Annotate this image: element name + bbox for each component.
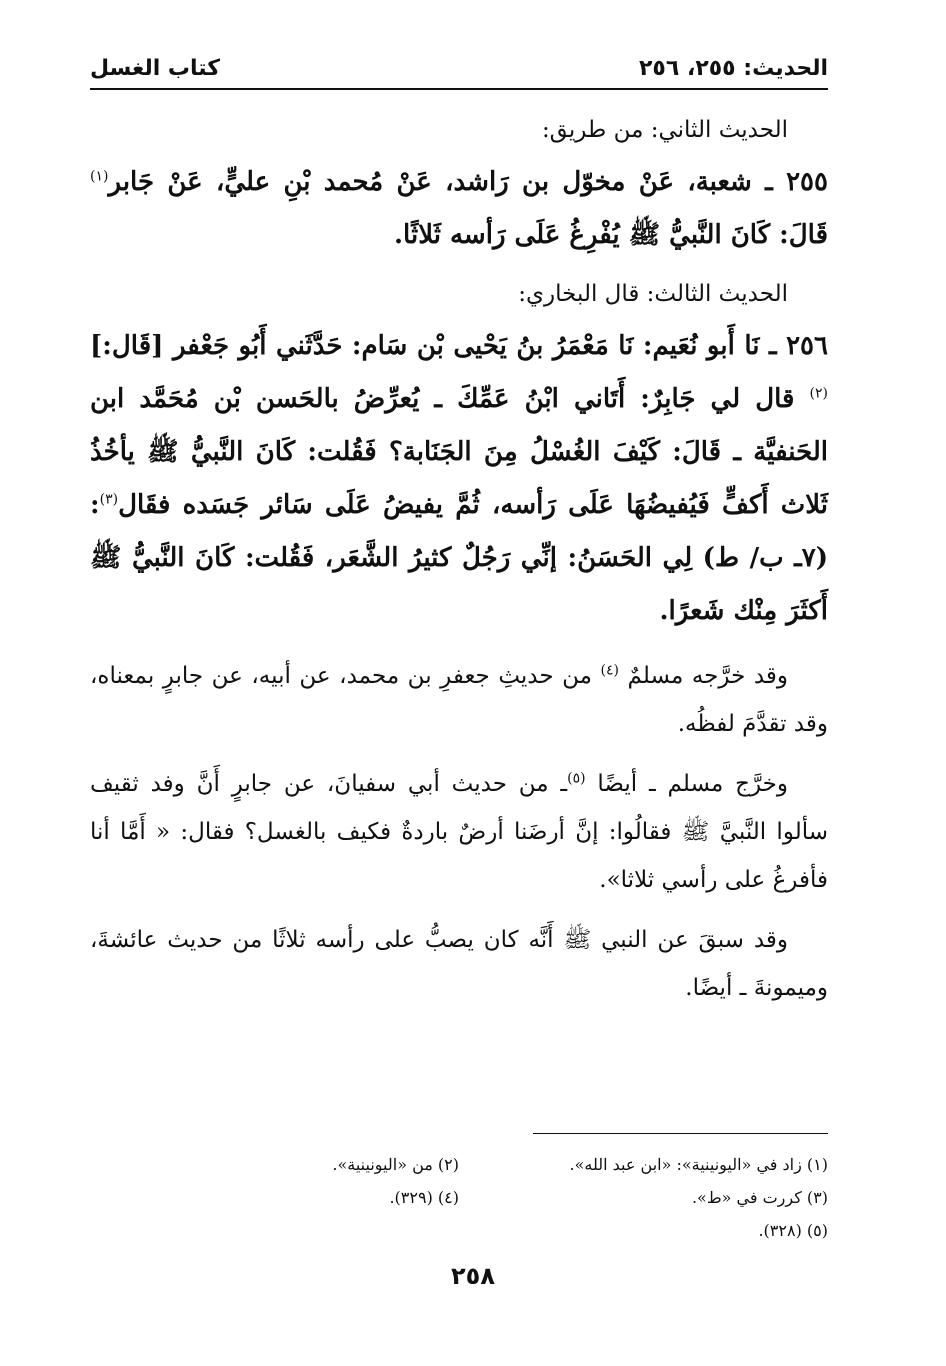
hadith-255 <box>90 156 828 262</box>
footnotes <box>90 1148 828 1247</box>
hadith-256-text-a: ٢٥٦ ـ نَا أَبو نُعَيم: نَا مَعْمَرُ بنُ يَحْيى بْن سَام: حَدَّثَني أَبُو جَعْفر [قَال:] <box>90 331 828 361</box>
header-divider <box>90 88 828 90</box>
header-hadith-numbers: الحديث: ٢٥٥، ٢٥٦ <box>639 56 828 81</box>
paragraph-muslim-1-text-b: من حديثِ جعفرِ بن محمد، عن أبيه، عن جابرٍ بمعناه، وقد تقدَّمَ لفظُه. <box>90 663 828 737</box>
paragraph-previous-mention: وقد سبقَ عن النبي ﷺ أَنَّه كان يصبُّ على رأسه ثلاثًا من حديث عائشةَ، وميمونةَ ـ أيضًا. <box>90 927 828 1001</box>
hadith-256 <box>90 320 828 638</box>
intro-second-hadith: الحديث الثاني: من طريق: <box>541 117 788 143</box>
footnote-marker-3: (٣) <box>99 491 119 508</box>
footnote-marker-2: (٢) <box>809 385 828 402</box>
header-book-title: كتاب الغسل <box>90 56 221 81</box>
hadith-255-text-b: قَالَ: كَانَ النَّبيُّ ﷺ يُفْرِغُ عَلَى رَأسه ثَلاثًا. <box>393 220 828 250</box>
paragraph-muslim-2-text-b: ـ من حديث أبي سفيانَ، عن جابرٍ أَنَّ وفد ثقيف سألوا النَّبيَّ ﷺ فقالُوا: إنَّ أرضَنا أرضٌ باردةٌ فكيف بالغسل؟ فقال: « أَمَّا أنا فأفرغُ على رأسي ثلاثا». <box>90 771 828 893</box>
paragraph-muslim-2-text-a: وخرَّج مسلم ـ أيضًا <box>585 771 788 797</box>
hadith-256-text-c: :(٧ـ ب/ ط) لِي الحَسَنُ: إنِّي رَجُلٌ كثيرُ الشَّعَر، فَقُلت: كَانَ النَّبيُّ ﷺ أَكثَرَ مِنْك شَعرًا. <box>90 490 828 626</box>
page-number: ٢٥٨ <box>451 1262 495 1290</box>
footnote-1: (١) زاد في «اليونينية»: «ابن عبد الله». <box>569 1155 828 1174</box>
footnote-2: (٢) من «اليونينية». <box>332 1155 459 1174</box>
paragraph-muslim-1-text-a: وقد خرَّجه مسلمٌ <box>618 663 788 689</box>
hadith-256-text-b: قال لي جَابِرٌ: أَتَاني ابْنُ عَمِّكَ ـ يُعرِّضُ بالحَسن بْن مُحَمَّد ابن الحَنفيَّة ـ قَالَ: كَيْفَ الغُسْلُ مِنَ الجَنَابة؟ فَقُلت: كَانَ النَّبيُّ ﷺ يأخُذُ ثَلاث أَكفٍّ فَيُفيضُهَا عَلَى رَأسه، ثُمَّ يفيضُ عَلَى سَائر جَسَده فقَال <box>90 384 828 520</box>
footnote-marker-4: (٤) <box>600 662 619 679</box>
intro-third-hadith: الحديث الثالث: قال البخاري: <box>518 281 788 307</box>
footnote-empty <box>90 1214 459 1247</box>
footnote-marker-1: (١) <box>90 168 109 185</box>
footnote-3: (٣) كررت في «ط». <box>691 1188 828 1207</box>
footnote-5: (٥) (٣٢٨). <box>758 1221 828 1240</box>
hadith-255-text-a: ٢٥٥ ـ شعبة، عَنْ مخوّل بن رَاشد، عَنْ مُحمد بْنِ عليٍّ، عَنْ جَابر <box>108 167 828 197</box>
paragraph-muslim-2 <box>90 760 828 904</box>
footnote-marker-5: (٥) <box>567 770 586 787</box>
footnote-row <box>90 1214 828 1247</box>
footnote-row <box>90 1148 828 1181</box>
footnote-divider <box>533 1133 828 1134</box>
paragraph-muslim-1 <box>90 652 828 748</box>
footnote-4: (٤) (٣٢٩). <box>389 1188 459 1207</box>
running-header <box>90 50 828 90</box>
main-text <box>90 110 828 1024</box>
footnote-row <box>90 1181 828 1214</box>
